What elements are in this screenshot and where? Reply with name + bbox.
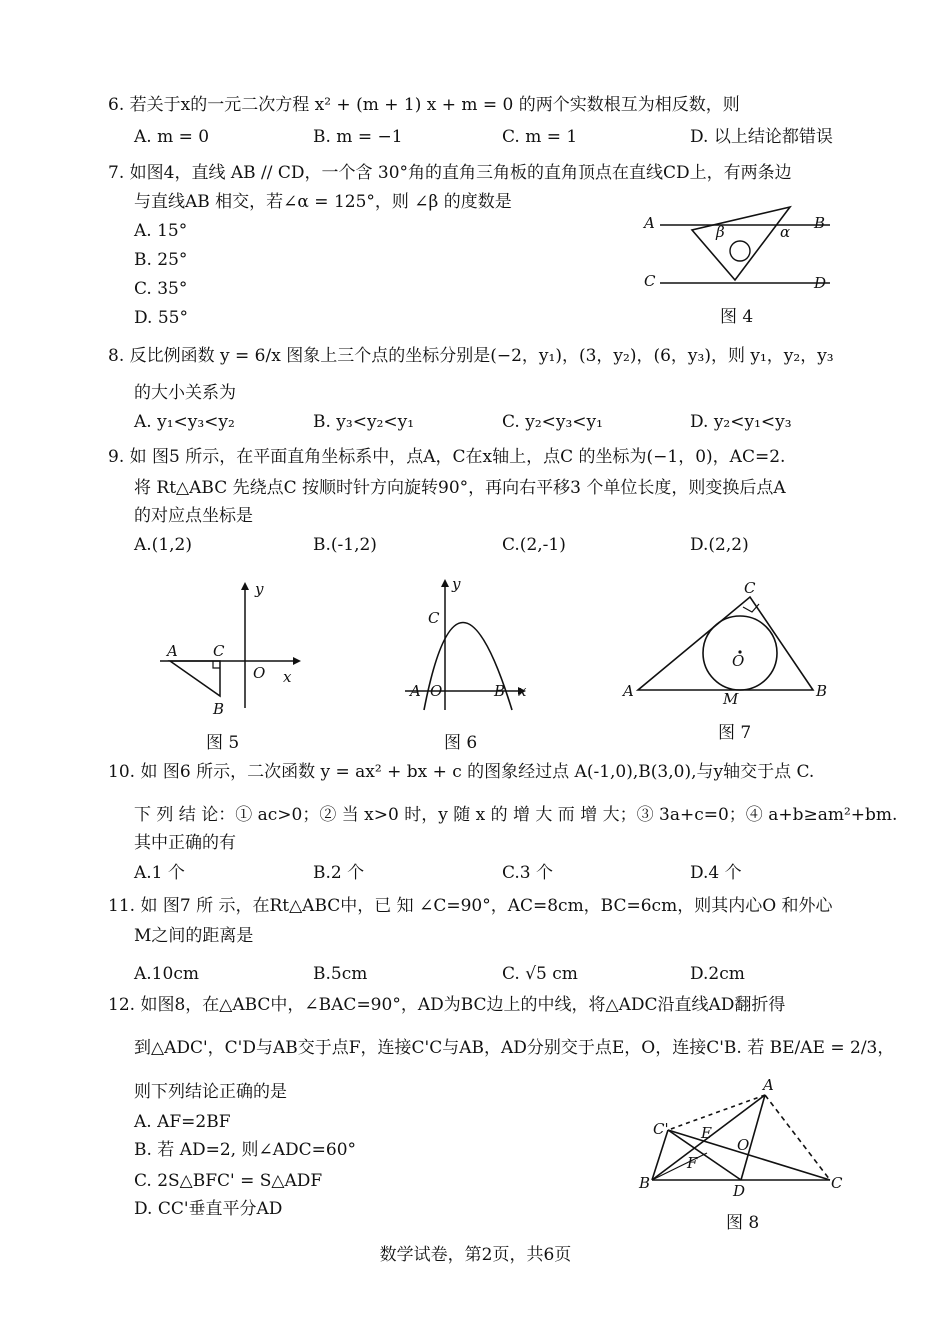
q6-option-d: D. 以上结论都错误	[690, 127, 833, 147]
fig6-caption: 图 6	[444, 733, 478, 753]
q12-option-c: C. 2S△BFC' = S△ADF	[134, 1171, 323, 1191]
fig6-label-o: O	[430, 682, 443, 700]
fig8-label-c: C	[831, 1174, 843, 1192]
triangle-abc	[638, 597, 813, 690]
q10-line2: 下 列 结 论：① ac>0；② 当 x>0 时，y 随 x 的 增 大 而 增 大；③ 3a+c=0；④ a+b≥am²+bm.	[134, 805, 898, 825]
segment-ac	[765, 1095, 830, 1180]
q9-option-d: D.(2,2)	[690, 535, 749, 555]
q11-option-b: B.5cm	[313, 964, 368, 984]
fig8-label-b: B	[639, 1174, 651, 1192]
fig7-label-m: M	[723, 690, 739, 708]
q11-line2: M之间的距离是	[134, 926, 254, 946]
fig4-caption: 图 4	[720, 307, 754, 327]
q8-line1: 8. 反比例函数 y = 6/x 图象上三个点的坐标分别是(−2，y₁)，(3，y₂)，(6，y₃)，则 y₁，y₂，y₃	[108, 346, 834, 366]
q6-option-a: A. m = 0	[134, 127, 210, 147]
fig4-label-alpha: α	[780, 223, 791, 241]
fig8-label-o: O	[737, 1136, 750, 1154]
fig8-label-c-prime: C'	[653, 1120, 669, 1138]
fig6-label-y: y	[452, 575, 461, 593]
q6-stem: 6. 若关于x的一元二次方程 x² + (m + 1) x + m = 0 的两个实数根互为相反数，则	[108, 95, 740, 115]
fig6-label-a: A	[410, 682, 421, 700]
q9-option-b: B.(-1,2)	[313, 535, 377, 555]
fig4-label-d: D	[814, 274, 827, 292]
q10-option-d: D.4 个	[690, 863, 742, 883]
q7-option-d: D. 55°	[134, 308, 188, 328]
q12-line3: 则下列结论正确的是	[134, 1082, 287, 1102]
fig5-label-o: O	[253, 664, 266, 682]
q10-option-c: C.3 个	[502, 863, 554, 883]
y-axis-arrow	[441, 579, 449, 587]
fig5-label-y: y	[255, 580, 264, 598]
fig8-label-e: E	[701, 1124, 712, 1142]
x-axis-arrow	[293, 657, 301, 665]
figure-7	[620, 580, 840, 710]
fig7-label-c: C	[744, 579, 756, 597]
q9-option-c: C.(2,-1)	[502, 535, 566, 555]
q12-option-d: D. CC'垂直平分AD	[134, 1199, 283, 1219]
q8-option-a: A. y₁<y₃<y₂	[134, 412, 235, 432]
q11-option-d: D.2cm	[690, 964, 745, 984]
fig4-label-a: A	[644, 214, 655, 232]
q10-option-a: A.1 个	[134, 863, 185, 883]
fig5-caption: 图 5	[206, 733, 240, 753]
fig6-label-c: C	[428, 609, 440, 627]
q8-option-d: D. y₂<y₁<y₃	[690, 412, 792, 432]
fig7-label-o: O	[732, 652, 745, 670]
q12-line1: 12. 如图8，在△ABC中，∠BAC=90°，AD为BC边上的中线，将△ADC沿直线AD翻折得	[108, 995, 786, 1015]
q9-option-a: A.(1,2)	[134, 535, 192, 555]
q10-option-b: B.2 个	[313, 863, 365, 883]
segment-ac-prime	[668, 1095, 765, 1130]
q12-line2: 到△ADC'，C'D与AB交于点F，连接C'C与AB，AD分别交于点E，O，连接C'B. 若 BE/AE = 2/3，	[134, 1038, 895, 1058]
fig4-label-c: C	[644, 272, 656, 290]
q11-option-c: C. √5 cm	[502, 964, 578, 984]
fig8-label-f: F	[687, 1154, 698, 1172]
q7-option-b: B. 25°	[134, 250, 188, 270]
fig4-label-beta: β	[716, 223, 725, 241]
q7-option-c: C. 35°	[134, 279, 188, 299]
fig8-label-d: D	[733, 1182, 746, 1200]
q6-option-b: B. m = −1	[313, 127, 403, 147]
figure-8	[635, 1076, 855, 1210]
fig4-label-b: B	[814, 214, 826, 232]
q11-line1: 11. 如 图7 所 示，在Rt△ABC中，已 知 ∠C=90°，AC=8cm，BC=6cm，则其内心O 和外心	[108, 896, 833, 916]
q12-option-b: B. 若 AD=2, 则∠ADC=60°	[134, 1140, 357, 1160]
q9-line2: 将 Rt△ABC 先绕点C 按顺时针方向旋转90°，再向右平移3 个单位长度，则变换后点A	[134, 478, 786, 498]
segment-bf	[652, 1153, 707, 1180]
q8-option-b: B. y₃<y₂<y₁	[313, 412, 415, 432]
fig5-label-c: C	[213, 642, 225, 660]
figure-5	[155, 578, 305, 718]
figure-4	[630, 195, 870, 295]
q11-option-a: A.10cm	[134, 964, 199, 984]
q7-line2: 与直线AB 相交，若∠α = 125°，则 ∠β 的度数是	[134, 192, 512, 212]
q9-line1: 9. 如 图5 所示，在平面直角坐标系中，点A，C在x轴上，点C 的坐标为(−1，0)，AC=2.	[108, 447, 786, 467]
triangle-ruler	[692, 207, 790, 280]
q12-option-a: A. AF=2BF	[134, 1112, 231, 1132]
q6-option-c: C. m = 1	[502, 127, 578, 147]
fig7-label-a: A	[623, 682, 634, 700]
fig8-caption: 图 8	[726, 1213, 760, 1233]
fig5-label-b: B	[213, 700, 225, 718]
q7-line1: 7. 如图4，直线 AB // CD，一个含 30°角的直角三角板的直角顶点在直线CD上，有两条边	[108, 163, 792, 183]
y-axis-arrow	[241, 582, 249, 590]
right-angle-mark	[213, 661, 220, 668]
q10-line3: 其中正确的有	[134, 833, 236, 853]
fig6-label-b: B	[494, 682, 506, 700]
fig7-label-b: B	[816, 682, 828, 700]
fig5-label-a: A	[167, 642, 178, 660]
fig7-caption: 图 7	[718, 723, 752, 743]
fig8-label-a: A	[763, 1076, 774, 1094]
q10-line1: 10. 如 图6 所示，二次函数 y = ax² + bx + c 的图象经过点 A(-1,0),B(3,0),与y轴交于点 C.	[108, 762, 815, 782]
fig5-label-x: x	[283, 668, 292, 686]
q9-line3: 的对应点坐标是	[134, 506, 253, 526]
q8-line2: 的大小关系为	[134, 383, 236, 403]
q8-option-c: C. y₂<y₃<y₁	[502, 412, 603, 432]
figure-6	[400, 575, 540, 715]
page-footer: 数学试卷，第2页，共6页	[379, 1245, 572, 1265]
q7-option-a: A. 15°	[134, 221, 188, 241]
ruler-hole	[730, 241, 750, 261]
fig6-label-x: x	[518, 682, 527, 700]
